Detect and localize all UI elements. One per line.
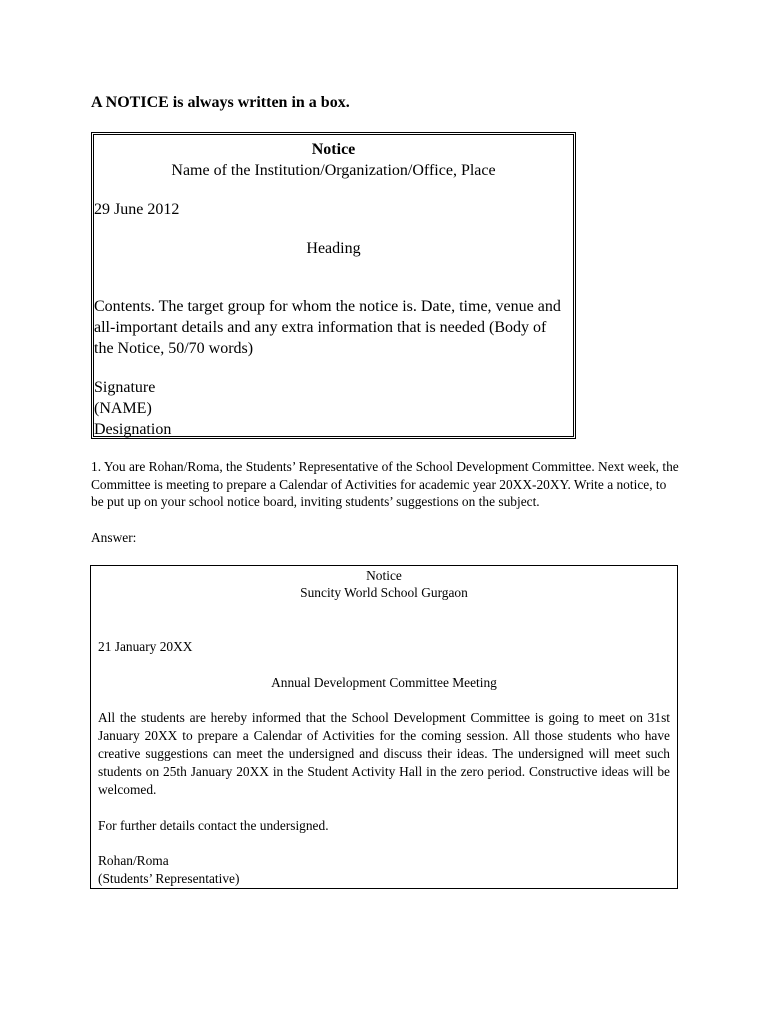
- answer-contact: For further details contact the undersigned.: [98, 818, 329, 833]
- answer-body: All the students are hereby informed that the School Development Committee is going to meet on 31st January 20XX to prepare a Calendar of Activities for the coming session. All those students who have creative suggestions can meet the undersigned and discuss their ideas. The undersigned will meet such students on 25th January 20XX in the Student Activity Hall in the zero period. Constructive ideas will be welcomed.: [98, 710, 670, 797]
- answer-label: Answer:: [91, 530, 137, 545]
- answer-title: Notice: [366, 568, 402, 583]
- template-signature-block: [94, 377, 171, 440]
- answer-signature-block: [98, 852, 239, 888]
- answer-signer: Rohan/Roma: [98, 853, 169, 868]
- answer-org: Suncity World School Gurgaon: [300, 585, 468, 600]
- template-designation: Designation: [94, 421, 172, 438]
- template-signature: Signature: [94, 379, 156, 396]
- template-title: Notice: [311, 141, 356, 158]
- answer-heading: Annual Development Committee Meeting: [271, 675, 497, 690]
- answer-notice-box: [90, 565, 678, 889]
- answer-designation: (Students’ Representative): [98, 871, 240, 886]
- notice-template-box: [91, 132, 576, 439]
- template-body: Contents. The target group for whom the notice is. Date, time, venue and all-important details and any extra information that is needed (Body of the Notice, 50/70 words): [94, 298, 561, 357]
- template-date: 29 June 2012: [94, 201, 180, 218]
- answer-date: 21 January 20XX: [98, 639, 193, 654]
- question-text: 1. You are Rohan/Roma, the Students’ Representative of the School Development Committee. Next week, the Committee is meeting to prepare a Calendar of Activities for academic year 20XX-20XY. Write a notice, to be put up on your school notice board, inviting students’ suggestions on the subject.: [91, 459, 679, 510]
- template-heading: Heading: [306, 240, 361, 257]
- template-org: Name of the Institution/Organization/Office, Place: [171, 162, 496, 179]
- template-name: (NAME): [94, 400, 152, 417]
- intro-heading: A NOTICE is always written in a box.: [91, 94, 350, 111]
